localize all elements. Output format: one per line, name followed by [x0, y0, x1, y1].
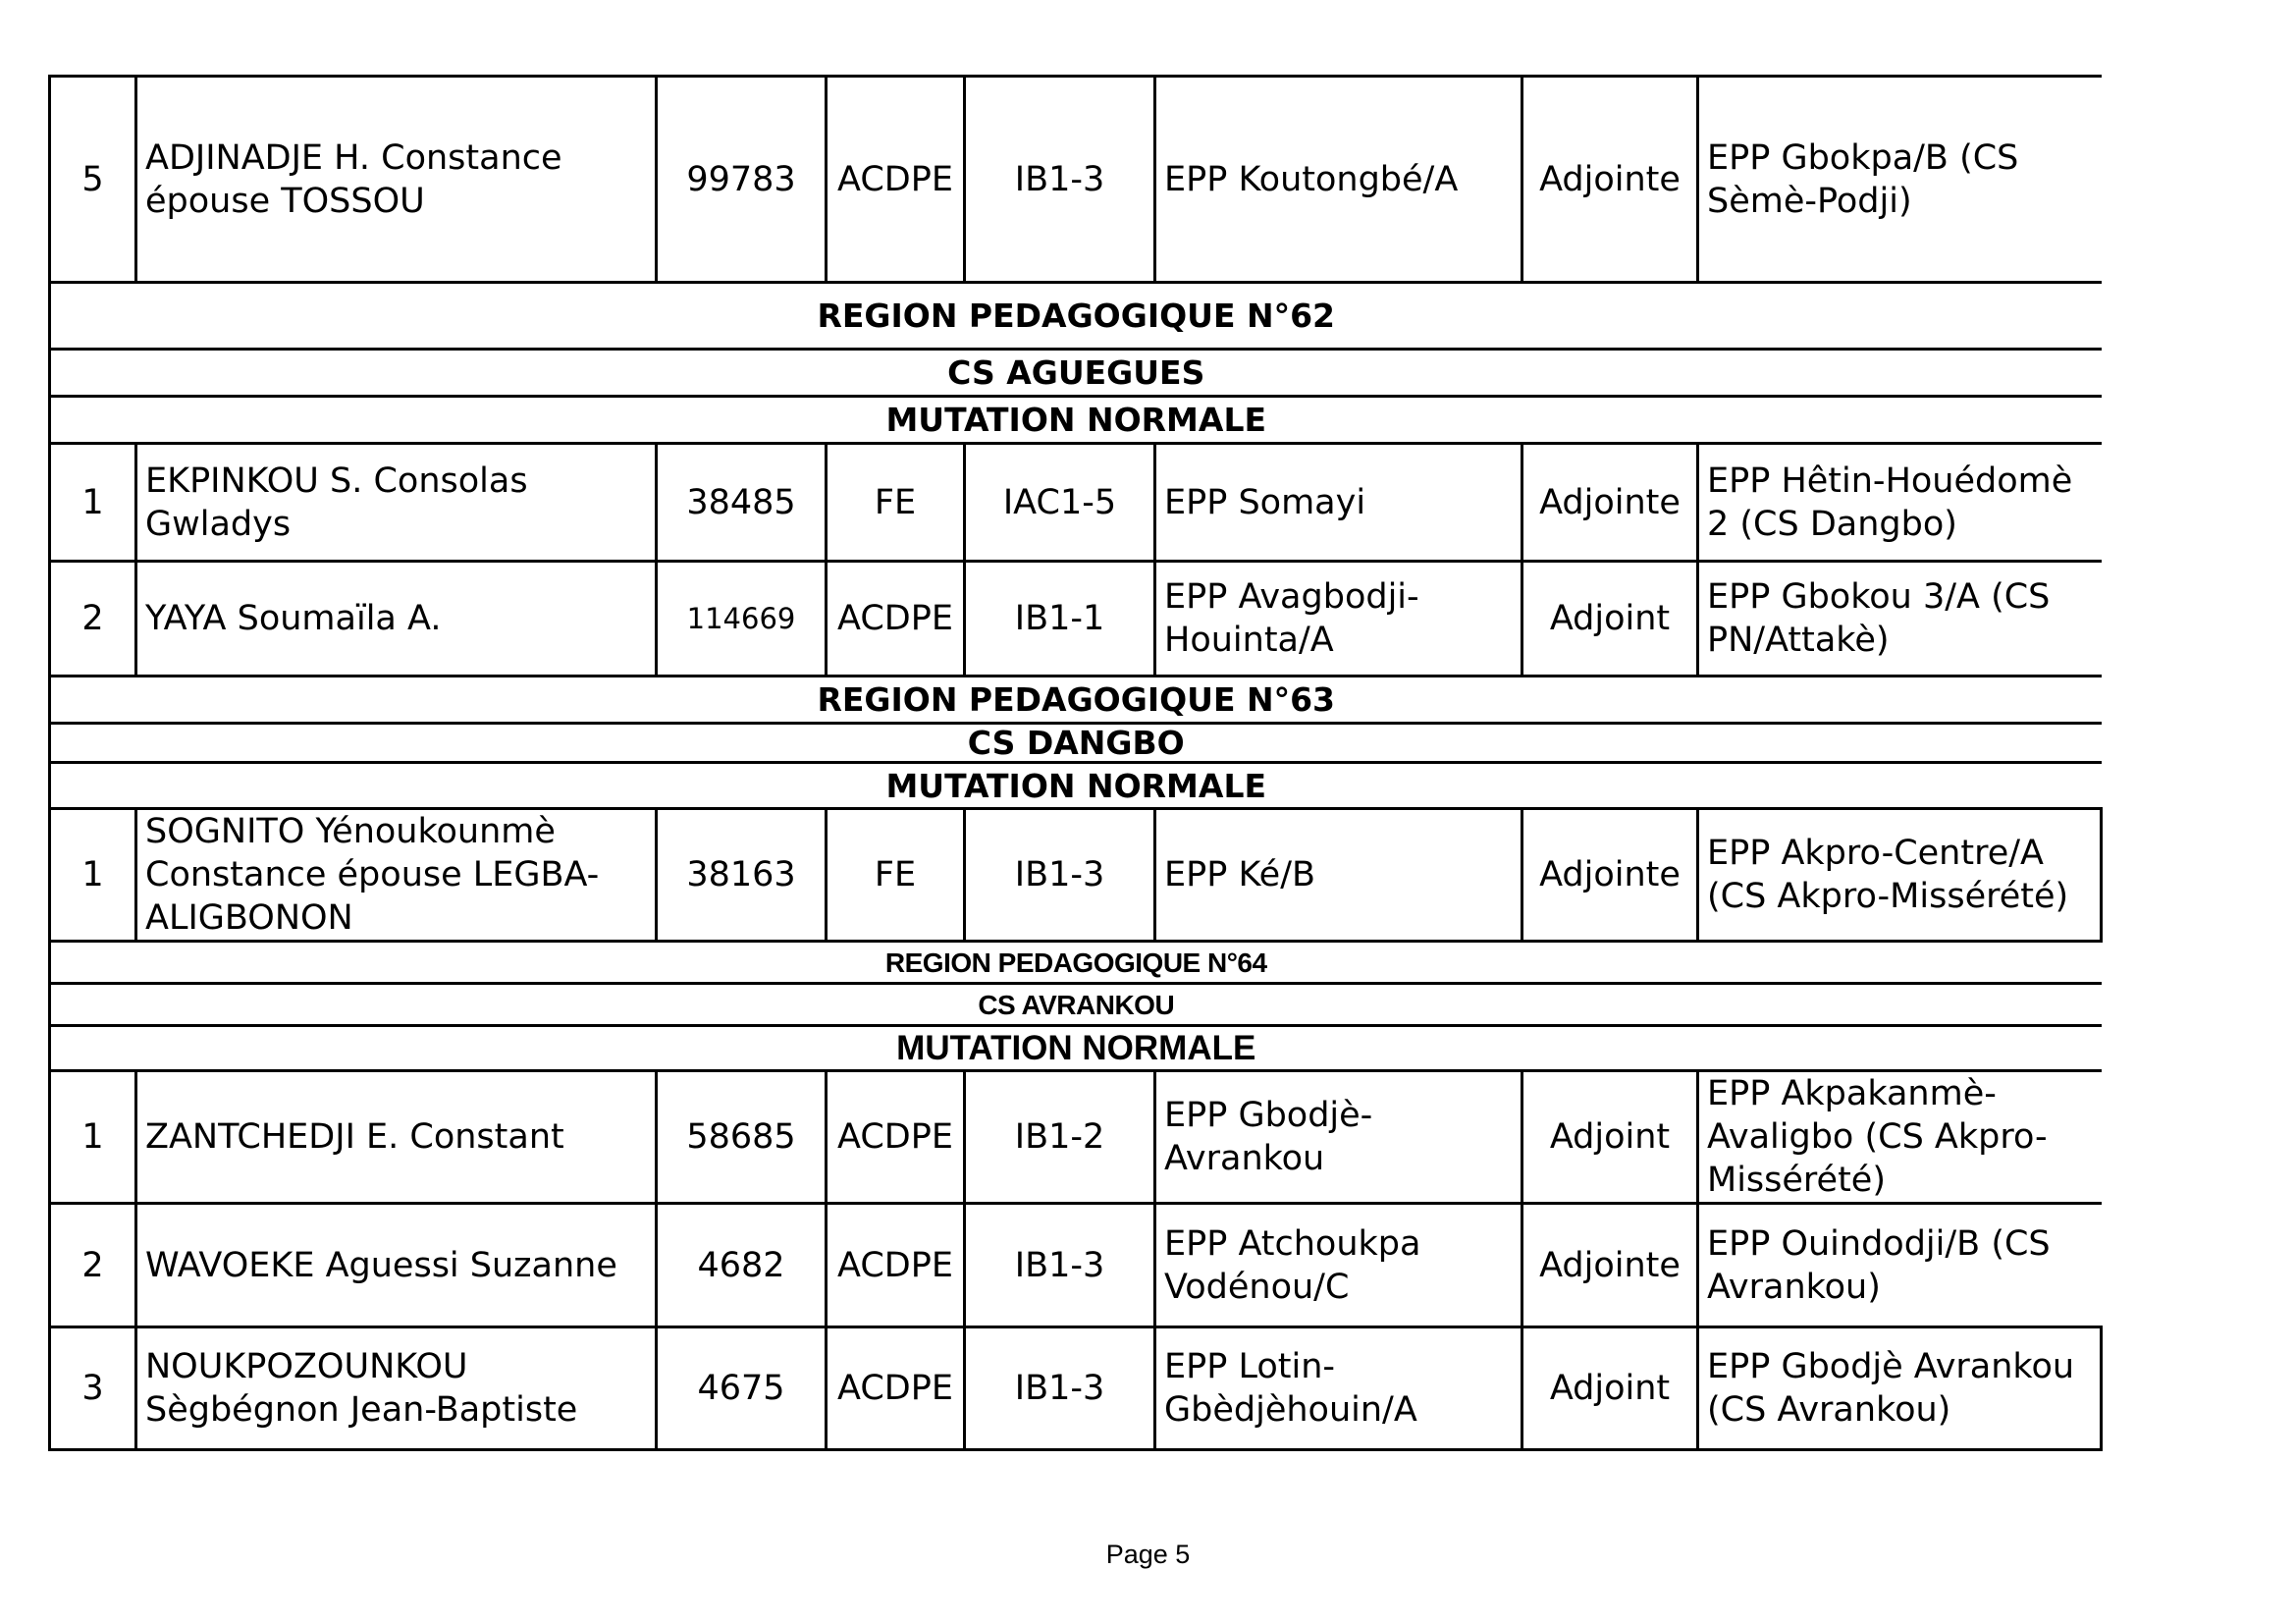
text-line: ZANTCHEDJI E. Constant [145, 1117, 564, 1157]
text-line: Sègbégnon Jean-Baptiste [145, 1390, 578, 1430]
text-line: WAVOEKE Aguessi Suzanne [145, 1245, 617, 1285]
teacher-name [136, 562, 657, 677]
section-heading: REGION PEDAGOGIQUE N°64 [50, 942, 2102, 984]
text-line: (CS Akpro-Missérété) [1707, 877, 2069, 916]
grade: IB1-3 [965, 1204, 1155, 1327]
table-row [50, 1204, 2102, 1327]
text-line: EPP Ké/B [1164, 855, 1315, 894]
corps: FE [827, 809, 965, 942]
destination-school [1698, 1204, 2102, 1327]
section-heading: MUTATION NORMALE [50, 1026, 2102, 1071]
text-line: Gwladys [145, 504, 292, 544]
text-line: Vodénou/C [1164, 1267, 1350, 1307]
section-heading: CS AVRANKOU [50, 984, 2102, 1026]
text-line: Constance épouse LEGBA- [145, 855, 600, 894]
teacher-name [136, 809, 657, 942]
text-line: ADJINADJE H. Constance [145, 137, 562, 178]
section-row [50, 397, 2102, 444]
function: Adjointe [1522, 77, 1698, 283]
teacher-name [136, 1204, 657, 1327]
section-row [50, 677, 2102, 724]
section-heading: MUTATION NORMALE [50, 397, 2102, 444]
text-line: EPP Akpro-Centre/A [1707, 834, 2044, 873]
table-row [50, 562, 2102, 677]
text-line: Avaligbo (CS Akpro- [1707, 1117, 2048, 1157]
text-line: (CS Avrankou) [1707, 1390, 1951, 1430]
section-heading: REGION PEDAGOGIQUE N°63 [50, 677, 2102, 724]
text-line: EPP Avagbodji- [1164, 577, 1419, 617]
matricule: 4682 [657, 1204, 827, 1327]
table-row [50, 809, 2102, 942]
section-row [50, 350, 2102, 397]
grade: IB1-3 [965, 809, 1155, 942]
origin-school [1155, 77, 1522, 283]
text-line: NOUKPOZOUNKOU [145, 1347, 468, 1386]
destination-school [1698, 809, 2102, 942]
function: Adjointe [1522, 809, 1698, 942]
section-row [50, 283, 2102, 350]
function: Adjoint [1522, 1327, 1698, 1450]
text-line: EPP Somayi [1164, 482, 1366, 522]
section-row [50, 984, 2102, 1026]
row-number: 3 [50, 1327, 136, 1450]
origin-school [1155, 1071, 1522, 1204]
text-line: Avrankou) [1707, 1267, 1881, 1307]
teacher-name [136, 77, 657, 283]
text-line: Houinta/A [1164, 621, 1334, 660]
origin-school [1155, 1204, 1522, 1327]
row-number: 5 [50, 77, 136, 283]
row-number: 2 [50, 1204, 136, 1327]
grade: IB1-3 [965, 1327, 1155, 1450]
text-line: EPP Hêtin-Houédomè [1707, 460, 2073, 501]
section-row [50, 942, 2102, 984]
section-row [50, 1026, 2102, 1071]
origin-school [1155, 562, 1522, 677]
text-line: Gbèdjèhouin/A [1164, 1390, 1417, 1430]
text-line: EPP Lotin- [1164, 1347, 1336, 1386]
destination-school [1698, 562, 2102, 677]
grade: IB1-3 [965, 77, 1155, 283]
grade: IAC1-5 [965, 444, 1155, 562]
text-line: Sèmè-Podji) [1707, 181, 1912, 221]
destination-school [1698, 1327, 2102, 1450]
text-line: EPP Gbokou 3/A (CS [1707, 577, 2051, 617]
matricule: 4675 [657, 1327, 827, 1450]
text-line: ALIGBONON [145, 898, 353, 938]
text-line: EPP Gbodjè- [1164, 1096, 1373, 1135]
corps: ACDPE [827, 1071, 965, 1204]
row-number: 1 [50, 809, 136, 942]
teacher-name [136, 1327, 657, 1450]
text-line: EPP Akpakanmè- [1707, 1074, 1997, 1113]
text-line: EPP Gbodjè Avrankou [1707, 1347, 2075, 1386]
function: Adjointe [1522, 444, 1698, 562]
text-line: EPP Koutongbé/A [1164, 159, 1459, 199]
teacher-name [136, 444, 657, 562]
text-line: 2 (CS Dangbo) [1707, 504, 1957, 544]
text-line: EPP Atchoukpa [1164, 1223, 1421, 1264]
text-line: EKPINKOU S. Consolas [145, 460, 528, 501]
text-line: EPP Ouindodji/B (CS [1707, 1223, 2051, 1264]
matricule: 58685 [657, 1071, 827, 1204]
page-number: Page 5 [1105, 1540, 1191, 1569]
matricule: 114669 [657, 562, 827, 677]
matricule: 99783 [657, 77, 827, 283]
mutation-table [48, 75, 2103, 1451]
function: Adjoint [1522, 1071, 1698, 1204]
section-row [50, 763, 2102, 809]
text-line: EPP Gbokpa/B (CS [1707, 137, 2019, 178]
row-number: 2 [50, 562, 136, 677]
text-line: Avrankou [1164, 1139, 1325, 1178]
text-line: épouse TOSSOU [145, 181, 425, 221]
origin-school [1155, 1327, 1522, 1450]
corps: ACDPE [827, 1204, 965, 1327]
function: Adjoint [1522, 562, 1698, 677]
section-row [50, 724, 2102, 763]
corps: ACDPE [827, 77, 965, 283]
text-line: YAYA Soumaïla A. [145, 599, 442, 638]
row-number: 1 [50, 444, 136, 562]
section-heading: CS AGUEGUES [50, 350, 2102, 397]
text-line: SOGNITO Yénoukounmè [145, 812, 556, 851]
section-heading: CS DANGBO [50, 724, 2102, 763]
table-row [50, 1071, 2102, 1204]
origin-school [1155, 444, 1522, 562]
grade: IB1-1 [965, 562, 1155, 677]
grade: IB1-2 [965, 1071, 1155, 1204]
text-line: PN/Attakè) [1707, 621, 1890, 660]
destination-school [1698, 1071, 2102, 1204]
table-row [50, 77, 2102, 283]
table-row [50, 444, 2102, 562]
destination-school [1698, 444, 2102, 562]
corps: ACDPE [827, 1327, 965, 1450]
corps: FE [827, 444, 965, 562]
section-heading: REGION PEDAGOGIQUE N°62 [50, 283, 2102, 350]
origin-school [1155, 809, 1522, 942]
corps: ACDPE [827, 562, 965, 677]
function: Adjointe [1522, 1204, 1698, 1327]
teacher-name [136, 1071, 657, 1204]
row-number: 1 [50, 1071, 136, 1204]
table-row [50, 1327, 2102, 1450]
matricule: 38485 [657, 444, 827, 562]
text-line: Missérété) [1707, 1161, 1886, 1200]
matricule: 38163 [657, 809, 827, 942]
destination-school [1698, 77, 2102, 283]
section-heading: MUTATION NORMALE [50, 763, 2102, 809]
